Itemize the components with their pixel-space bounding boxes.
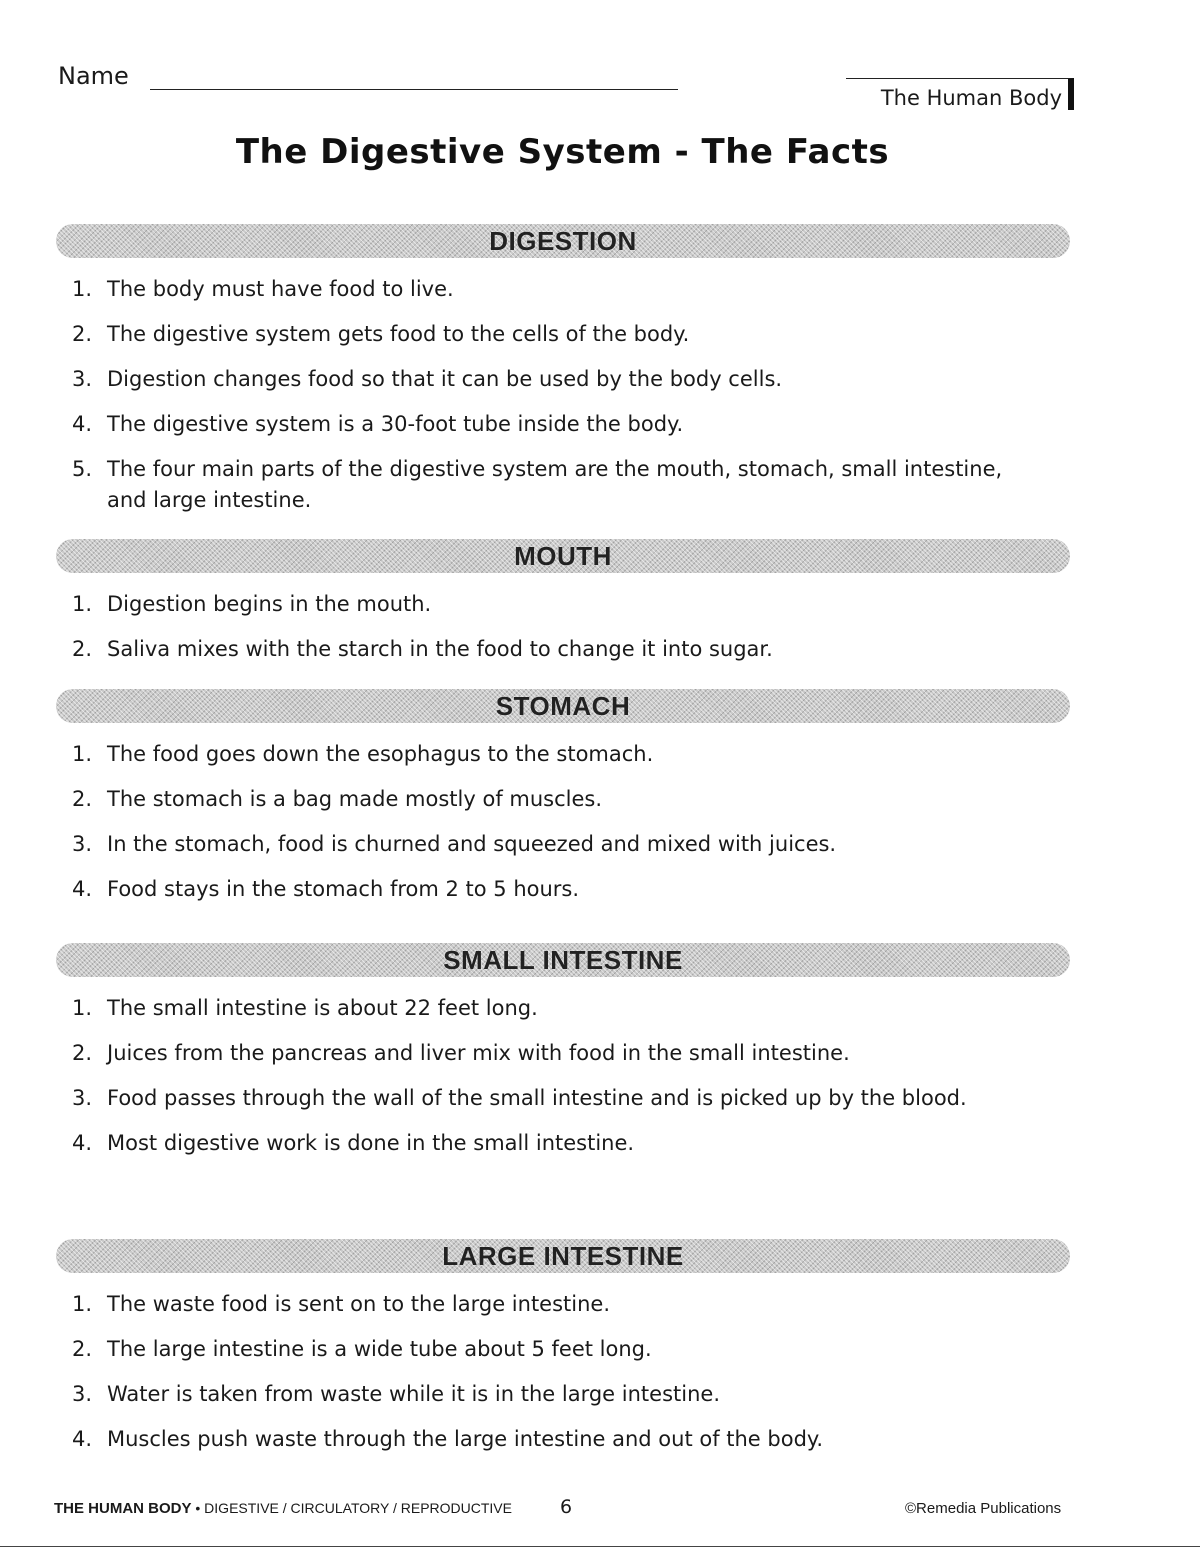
section-heading-stomach: STOMACH	[495, 690, 631, 721]
item-text: The waste food is sent on to the large intestine.	[107, 1292, 611, 1316]
list-item	[0, 1038, 1007, 1069]
item-number: 5.	[72, 457, 93, 481]
item-text: Food passes through the wall of the small intestine and is picked up by the blood.	[107, 1086, 967, 1110]
section-band-digestion	[56, 224, 1070, 258]
item-number: 2.	[72, 322, 93, 346]
footer-publisher: ©Remedia Publications	[905, 1500, 1062, 1517]
item-text: The stomach is a bag made mostly of muscles.	[107, 787, 603, 811]
page-title: The Digestive System - The Facts	[235, 132, 890, 172]
item-number: 4.	[72, 877, 93, 901]
list-item	[0, 1083, 1007, 1114]
list-item	[0, 874, 1007, 905]
item-text: The digestive system is a 30-foot tube inside the body.	[107, 412, 684, 436]
footer-book-title: THE HUMAN BODY	[54, 1500, 192, 1517]
section-band-stomach	[56, 689, 1070, 723]
item-number: 1.	[72, 592, 93, 616]
item-number: 2.	[72, 1337, 93, 1361]
item-number: 2.	[72, 787, 93, 811]
footer-page-number: 6	[560, 1496, 573, 1518]
list-item	[0, 364, 1007, 395]
footer-subtitle: • DIGESTIVE / CIRCULATORY / REPRODUCTIVE	[195, 1500, 512, 1516]
item-text: The small intestine is about 22 feet long.	[107, 996, 538, 1020]
item-number: 3.	[72, 367, 93, 391]
list-item	[0, 274, 1007, 305]
section-heading-small-intestine: SMALL INTESTINE	[443, 944, 683, 975]
item-text: The food goes down the esophagus to the stomach.	[107, 742, 654, 766]
unit-label: The Human Body	[846, 78, 1074, 110]
item-number: 1.	[72, 1292, 93, 1316]
section-band-small-intestine	[56, 943, 1070, 977]
item-number: 2.	[72, 1041, 93, 1065]
list-stomach	[0, 739, 1007, 919]
section-heading-mouth: MOUTH	[514, 540, 612, 571]
list-item	[0, 1128, 1007, 1159]
list-item	[0, 1334, 1007, 1365]
list-item	[0, 454, 1007, 516]
item-text: The body must have food to live.	[107, 277, 454, 301]
section-band-mouth	[56, 539, 1070, 573]
item-text: Food stays in the stomach from 2 to 5 hours.	[107, 877, 580, 901]
item-text: The digestive system gets food to the cells of the body.	[107, 322, 690, 346]
list-item	[0, 409, 1007, 440]
item-text: Muscles push waste through the large intestine and out of the body.	[107, 1427, 824, 1451]
item-number: 4.	[72, 1427, 93, 1451]
item-number: 4.	[72, 1131, 93, 1155]
list-item	[0, 1289, 1007, 1320]
section-heading-large-intestine: LARGE INTESTINE	[442, 1240, 684, 1271]
list-large-intestine	[0, 1289, 1007, 1469]
item-number: 1.	[72, 996, 93, 1020]
name-label: Name	[58, 62, 129, 90]
item-text: Most digestive work is done in the small intestine.	[107, 1131, 635, 1155]
list-small-intestine	[0, 993, 1007, 1173]
list-item	[0, 1424, 1007, 1455]
list-item	[0, 829, 1007, 860]
list-item	[0, 319, 1007, 350]
list-item	[0, 589, 1007, 620]
item-text: Digestion begins in the mouth.	[107, 592, 432, 616]
item-text: Saliva mixes with the starch in the food to change it into sugar.	[107, 637, 773, 661]
item-number: 3.	[72, 1086, 93, 1110]
item-text: Juices from the pancreas and liver mix with food in the small intestine.	[107, 1041, 850, 1065]
bottom-rule	[0, 1546, 1200, 1547]
list-item	[0, 993, 1007, 1024]
section-band-large-intestine	[56, 1239, 1070, 1273]
list-item	[0, 634, 1007, 665]
list-item	[0, 1379, 1007, 1410]
footer-book-info	[54, 1500, 512, 1517]
item-text: In the stomach, food is churned and squeezed and mixed with juices.	[107, 832, 837, 856]
list-mouth	[0, 589, 1007, 679]
item-number: 1.	[72, 277, 93, 301]
section-heading-digestion: DIGESTION	[489, 225, 637, 256]
item-number: 3.	[72, 1382, 93, 1406]
item-number: 1.	[72, 742, 93, 766]
list-item	[0, 739, 1007, 770]
list-digestion	[0, 274, 1007, 530]
item-text: Digestion changes food so that it can be used by the body cells.	[107, 367, 783, 391]
item-text: The four main parts of the digestive system are the mouth, stomach, small intestine, and large intestine.	[107, 457, 1003, 512]
name-blank-line[interactable]	[150, 89, 678, 90]
item-number: 4.	[72, 412, 93, 436]
item-number: 3.	[72, 832, 93, 856]
list-item	[0, 784, 1007, 815]
item-text: Water is taken from waste while it is in the large intestine.	[107, 1382, 720, 1406]
item-text: The large intestine is a wide tube about 5 feet long.	[107, 1337, 652, 1361]
item-number: 2.	[72, 637, 93, 661]
